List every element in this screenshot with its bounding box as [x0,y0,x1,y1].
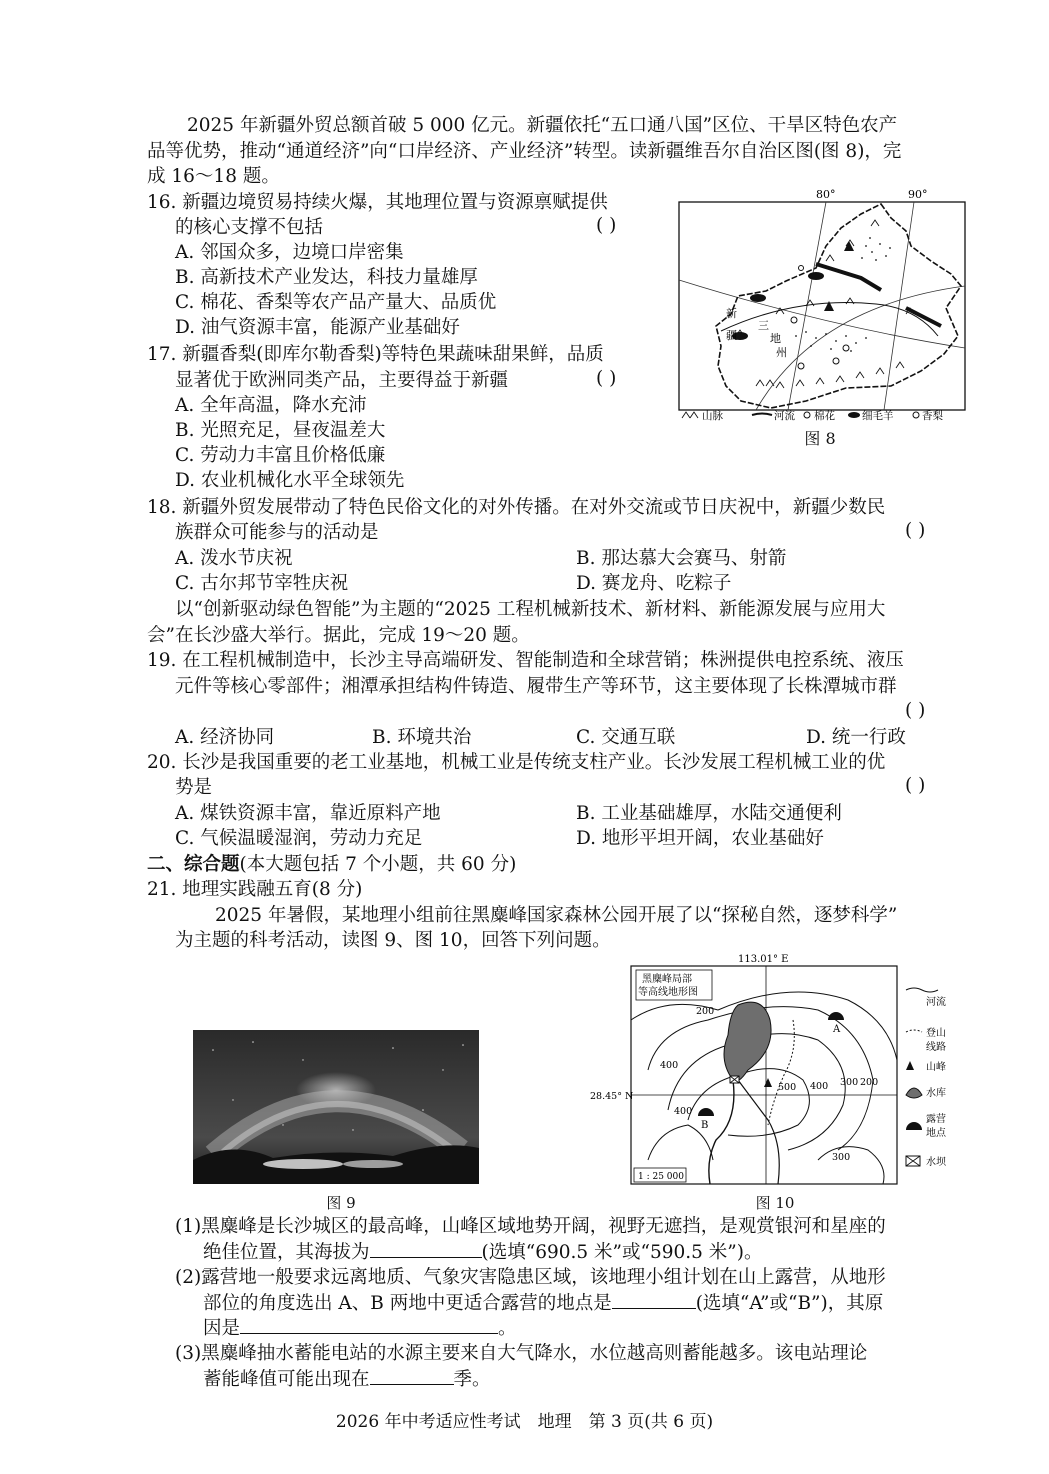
q16-stem-line2: 的核心支撑不包括 [175,217,324,238]
q18-option-d: D. 赛龙舟、吃粽子 [576,573,732,594]
camp-b-label: B [701,1120,709,1131]
q17-answer-paren: ( ) [596,368,617,389]
contour-label-300b: 300 [832,1152,851,1163]
legend-peak: 山峰 [926,1062,946,1073]
legend-river: 河流 [774,410,795,422]
label-san: 三 [758,319,769,332]
contour-label-400c: 400 [674,1106,693,1117]
q21-p2-line3 [203,1315,517,1341]
q21-p2-line3a: 因是 [203,1318,241,1339]
contour-label-400b: 400 [810,1081,829,1092]
page-footer: 2026 年中考适应性考试 地理 第 3 页(共 6 页) [335,1412,714,1432]
q20-option-b: B. 工业基础雄厚，水陆交通便利 [576,803,842,824]
legend-mountain-icon [682,412,698,418]
contour-label-200: 200 [696,1006,715,1017]
longitude-90-label: 90° [908,188,928,201]
q21-p2-line3b: 。 [498,1318,517,1339]
q17-option-a: A. 全年高温，降水充沛 [175,395,367,416]
q21-p1-line1: (1)黑麋峰是长沙城区的最高峰，山峰区域地势开阔，视野无遮挡，是观赏银河和星座的 [175,1216,886,1237]
q21-p1-line2a: 绝佳位置，其海拔为 [203,1242,370,1263]
legend-river: 河流 [926,997,946,1008]
contour-map-title-line1: 黑麋峰局部 [642,974,692,985]
legend-route-icon [906,1030,922,1032]
sheep-symbol-2 [750,294,766,302]
q21-p1-line2b: (选填“690.5 米”或“590.5 米”)。 [481,1242,763,1263]
q21-p3-line1: (3)黑麋峰抽水蓄能电站的水源主要来自大气降水，水位越高则蓄能越多。该电站理论 [175,1343,868,1364]
q21-intro-line1: 2025 年暑假，某地理小组前往黑麋峰国家森林公园开展了以“探秘自然，逐梦科学” [215,905,898,926]
intro1-line2: 品等优势，推动“通道经济”向“口岸经济、产业经济”转型。读新疆维吾尔自治区图(图 8)，完 [147,141,902,162]
q20-option-d: D. 地形平坦开阔，农业基础好 [576,828,824,849]
legend-camp-icon [906,1122,922,1130]
contour-map-title-line2: 等高线地形图 [638,987,698,998]
q16-option-b: B. 高新技术产业发达，科技力量雄厚 [175,267,478,288]
label-xin: 新 [726,307,737,320]
figure-9-milky-way-photo [193,1030,479,1184]
q19-option-a: A. 经济协同 [175,727,275,748]
contour-label-300: 300 [840,1077,859,1088]
q21-p2-line2b: (选填“A”或“B”)，其原 [695,1293,884,1314]
label-jiang: 疆 [726,329,737,342]
q17-stem-line2: 显著优于欧洲同类产品，主要得益于新疆 [175,370,509,391]
q21-p1-answer-blank[interactable] [370,1239,482,1258]
map-frame [679,202,965,410]
q19-option-b: B. 环境共治 [372,727,472,748]
legend-camp-1: 露营 [926,1114,946,1125]
intro1-line3: 成 16～18 题。 [147,166,280,187]
q20-option-c: C. 气候温暖湿润，劳动力充足 [175,828,423,849]
q20-stem-line2: 势是 [175,777,213,798]
camp-a-label: A [833,1024,841,1035]
legend-peak-icon [906,1061,914,1070]
legend-reservoir-icon [906,1088,922,1098]
section2-title: 二、综合题 [147,854,240,875]
contour-label-500: 500 [778,1082,797,1093]
contour-map-latitude: 28.45° N [590,1091,634,1102]
legend-pear-icon [913,412,919,418]
q21-p3-line2b: 季。 [453,1369,491,1390]
label-zhou: 州 [776,346,787,359]
q17-option-b: B. 光照充足，昼夜温差大 [175,420,386,441]
contour-label-400: 400 [660,1060,679,1071]
q16-option-a: A. 邻国众多，边境口岸密集 [175,242,404,263]
figure-10-contour-map [588,950,972,1190]
q21-p2-answer-blank[interactable] [612,1290,696,1309]
legend-cotton: 棉花 [814,410,835,422]
scale-text: 1 : 25 000 [638,1172,684,1182]
legend-sheep: 细毛羊 [862,410,894,422]
q19-stem-line1: 19. 在工程机械制造中，长沙主导高端研发、智能制造和全球营销；株洲提供电控系统、液压 [147,650,904,671]
q18-answer-paren: ( ) [905,520,926,541]
legend-sheep-icon [848,412,860,418]
figure-9-caption: 图 9 [326,1194,356,1212]
q20-stem-line1: 20. 长沙是我国重要的老工业基地，机械工业是传统支柱产业。长沙发展工程机械工业的优 [147,752,886,773]
intro2-line1: 以“创新驱动绿色智能”为主题的“2025 工程机械新技术、新材料、新能源发展与应用大 [175,599,886,620]
q19-option-d: D. 统一行政 [806,727,906,748]
q21-p2-line1: (2)露营地一般要求远离地质、气象灾害隐患区域，该地理小组计划在山上露营，从地形 [175,1267,886,1288]
figure-8-xinjiang-map [676,186,968,446]
q21-p1-line2 [203,1239,762,1265]
q17-option-c: C. 劳动力丰富且价格低廉 [175,445,386,466]
q21-p3-line2a: 蓄能峰值可能出现在 [203,1369,370,1390]
contour-map-longitude: 113.01° E [738,954,789,965]
contour-label-200b: 200 [860,1077,879,1088]
intro1-line1: 2025 年新疆外贸总额首破 5 000 亿元。新疆依托“五口通八国”区位、干旱区特色农产 [187,115,898,136]
legend-river-icon [752,414,772,416]
sheep-symbol [808,272,824,280]
q21-title: 21. 地理实践融五育(8 分) [147,879,363,900]
q21-intro-line2: 为主题的科考活动，读图 9、图 10，回答下列问题。 [175,930,611,951]
q17-stem-line1: 17. 新疆香梨(即库尔勒香梨)等特色果蔬味甜果鲜，品质 [147,344,604,365]
q18-option-c: C. 古尔邦节宰牲庆祝 [175,573,349,594]
q21-p3-answer-blank[interactable] [370,1366,454,1385]
longitude-80-label: 80° [816,188,836,201]
q19-answer-paren: ( ) [905,700,926,721]
q21-p2-line2 [203,1290,883,1316]
label-di: 地 [770,332,781,345]
q17-option-d: D. 农业机械化水平全球领先 [175,470,405,491]
q16-option-c: C. 棉花、香梨等农产品产量大、品质优 [175,292,497,313]
figure-8-caption: 图 8 [804,429,836,448]
q16-stem-line1: 16. 新疆边境贸易持续火爆，其地理位置与资源禀赋提供 [147,192,608,213]
intro2-line2: 会”在长沙盛大举行。据此，完成 19～20 题。 [147,625,530,646]
legend-cotton-icon [804,412,810,418]
q18-option-b: B. 那达慕大会赛马、射箭 [576,548,787,569]
legend-river-icon [906,988,938,992]
legend-dam: 水坝 [926,1157,946,1168]
q18-stem-line1: 18. 新疆外贸发展带动了特色民俗文化的对外传播。在对外交流或节日庆祝中，新疆少数民 [147,497,886,518]
section2-heading [147,852,516,877]
legend-mountain: 山脉 [702,410,723,422]
q20-answer-paren: ( ) [905,775,926,796]
legend-pear: 香梨 [922,410,943,422]
figure-10-caption: 图 10 [755,1194,795,1212]
legend-route-1: 登山 [926,1028,946,1039]
q18-stem-line2: 族群众可能参与的活动是 [175,522,379,543]
q21-p2-reason-blank[interactable] [240,1315,498,1334]
q16-answer-paren: ( ) [596,215,617,236]
q19-stem-line2: 元件等核心零部件；湘潭承担结构件铸造、履带生产等环节，这主要体现了长株潭城市群 [175,676,897,697]
q20-option-a: A. 煤铁资源丰富，靠近原料产地 [175,803,441,824]
q16-option-d: D. 油气资源丰富，能源产业基础好 [175,317,460,338]
q21-p2-line2a: 部位的角度选出 A、B 两地中更适合露营的地点是 [203,1293,612,1314]
legend-reservoir: 水库 [926,1088,946,1099]
q19-option-c: C. 交通互联 [576,727,676,748]
legend-route-2: 线路 [926,1042,946,1053]
camp-lights [263,1159,343,1169]
q21-p3-line2 [203,1366,491,1392]
section2-desc: (本大题包括 7 个小题，共 60 分) [239,854,517,875]
legend-camp-2: 地点 [926,1128,946,1139]
q18-option-a: A. 泼水节庆祝 [175,548,293,569]
